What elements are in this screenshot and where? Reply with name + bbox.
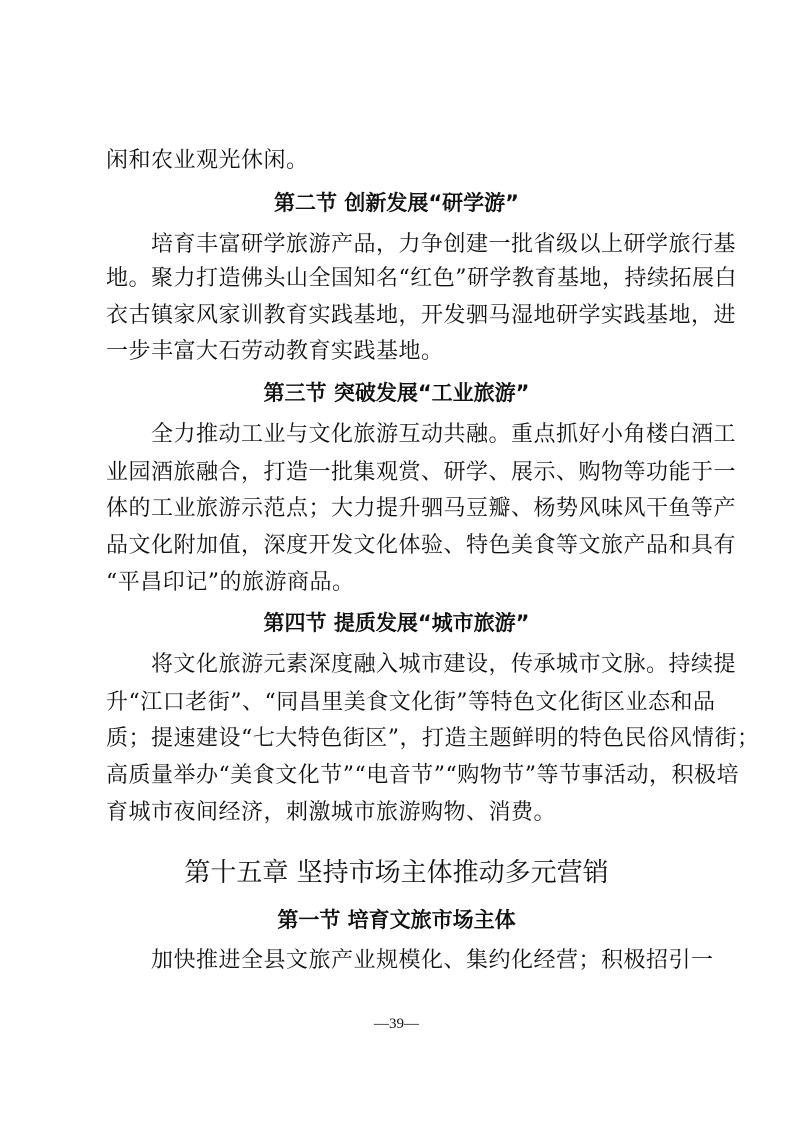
paragraph-line: 品文化附加值，深度开发文化体验、特色美食等文旅产品和具有 <box>106 533 737 558</box>
page-number: —39— <box>374 1016 419 1032</box>
paragraph-line: 将文化旅游元素深度融入城市建设，传承城市文脉。持续提 <box>106 652 737 677</box>
paragraph-line: 一步丰富大石劳动教育实践基地。 <box>106 339 444 364</box>
paragraph-line: 培育丰富研学旅游产品，力争创建一批省级以上研学旅行基 <box>106 232 737 257</box>
paragraph-line: 升“江口老街”、“同昌里美食文化街”等特色文化街区业态和品 <box>106 690 716 715</box>
chapter-heading: 第十五章 坚持市场主体推动多元营销 <box>184 858 609 888</box>
paragraph-line: “平昌印记”的旅游商品。 <box>106 570 355 595</box>
section-heading-3: 第三节 突破发展“工业旅游” <box>263 381 530 405</box>
paragraph-line: 高质量举办“美食文化节”“电音节”“购物节”等节事活动，积极培 <box>106 763 739 788</box>
paragraph-line: 体的工业旅游示范点；大力提升驷马豆瓣、杨势风味风干鱼等产 <box>106 496 737 521</box>
paragraph-line: 全力推动工业与文化旅游互动共融。重点抓好小角楼白酒工 <box>106 422 737 447</box>
paragraph-line: 闲和农业观光休闲。 <box>106 148 309 173</box>
section-heading-4: 第四节 提质发展“城市旅游” <box>263 611 530 635</box>
paragraph-line: 质；提速建设“七大特色街区”，打造主题鲜明的特色民俗风情街； <box>106 726 760 751</box>
paragraph-line: 衣古镇家风家训教育实践基地，开发驷马湿地研学实践基地，进 <box>106 303 737 328</box>
paragraph-line: 育城市夜间经济，刺激城市旅游购物、消费。 <box>106 800 557 825</box>
section-heading-1: 第一节 培育文旅市场主体 <box>277 908 516 932</box>
paragraph-line: 业园酒旅融合，打造一批集观赏、研学、展示、购物等功能于一 <box>106 460 737 485</box>
paragraph-line: 地。聚力打造佛头山全国知名“红色”研学教育基地，持续拓展白 <box>106 266 737 291</box>
paragraph-line: 加快推进全县文旅产业规模化、集约化经营；积极招引一 <box>106 948 714 973</box>
section-heading-2: 第二节 创新发展“研学游” <box>274 191 519 215</box>
